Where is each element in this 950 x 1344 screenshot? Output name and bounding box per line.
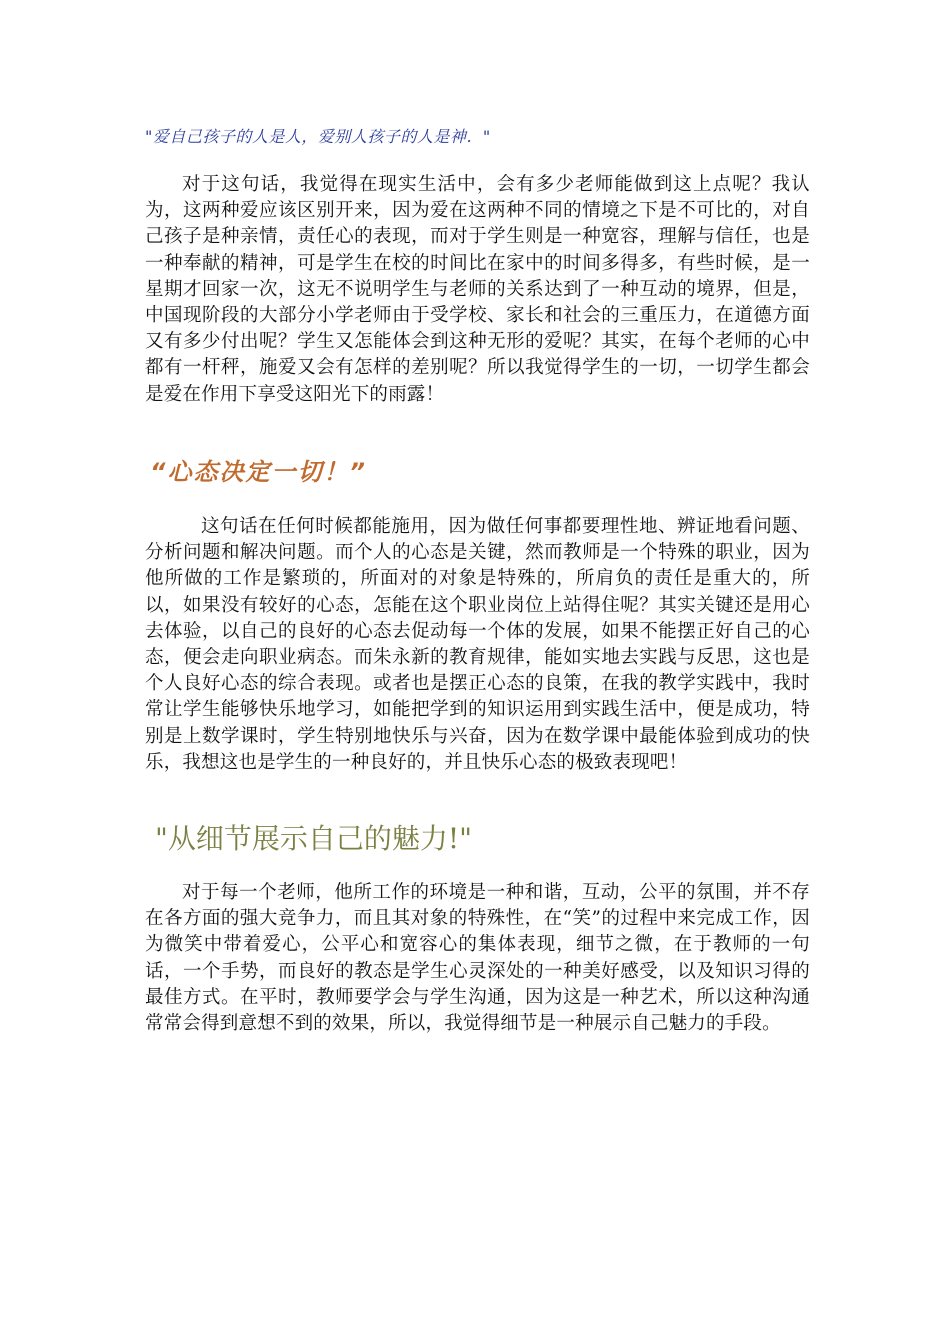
section-heading-details: "从细节展示自己的魅力!" — [155, 822, 473, 855]
paragraph-mindset: 这句话在任何时候都能施用，因为做任何事都要理性地、辨证地看问题、分析问题和解决问题。而个人的心态是关键，然而教师是一个特殊的职业，因为他所做的工作是繁琐的，所面对的对象是特殊的，所肩负的责任是重大的，所以，如果没有较好的心态，怎能在这个职业岗位上站得住呢？其实关键还是用心去体验，以自己的良好的心态去促动每一个体的发展，如果不能摆正好自己的心态，便会走向职业病态。而朱永新的教育规律，能如实地去实践与反思，这也是个人良好心态的综合表现。或者也是摆正心态的良策，在我的教学实践中，我时常让学生能够快乐地学习，如能把学到的知识运用到实践生活中，便是成功，特别是上数学课时，学生特别地快乐与兴奋，因为在数学课中最能体验到成功的快乐，我想这也是学生的一种良好的，并且快乐心态的极致表现吧！ — [145, 516, 810, 773]
paragraph-love: 对于这句话，我觉得在现实生活中，会有多少老师能做到这上点呢？我认为，这两种爱应该区别开来，因为爱在这两种不同的情境之下是不可比的，对自己孩子是种亲情，责任心的表现，而对于学生则是一种宽容，理解与信任，也是一种奉献的精神，可是学生在校的时间比在家中的时间多得多，有些时候，是一星期才回家一次，这无不说明学生与老师的关系达到了一种互动的境界，但是，中国现阶段的大部分小学老师由于受学校、家长和社会的三重压力，在道德方面又有多少付出呢？学生又怎能体会到这种无形的爱呢？其实，在每个老师的心中都有一杆秤，施爱又会有怎样的差别呢？所以我觉得学生的一切，一切学生都会是爱在作用下享受这阳光下的雨露！ — [145, 174, 810, 405]
paragraph-details: 对于每一个老师，他所工作的环境是一种和谐，互动，公平的氛围，并不存在各方面的强大竞争力，而且其对象的特殊性，在“笑”的过程中来完成工作，因为微笑中带着爱心，公平心和宽容心的集体表现，细节之微，在于教师的一句话，一个手势，而良好的教态是学生心灵深处的一种美好感受，以及知识习得的最佳方式。在平时，教师要学会与学生沟通，因为这是一种艺术，所以这种沟通常常会得到意想不到的效果，所以，我觉得细节是一种展示自己魅力的手段。 — [145, 882, 810, 1035]
section-heading-love: "爱自己孩子的人是人，爱别人孩子的人是神．" — [145, 127, 491, 146]
section-heading-mindset: “心态决定一切！” — [150, 458, 367, 486]
